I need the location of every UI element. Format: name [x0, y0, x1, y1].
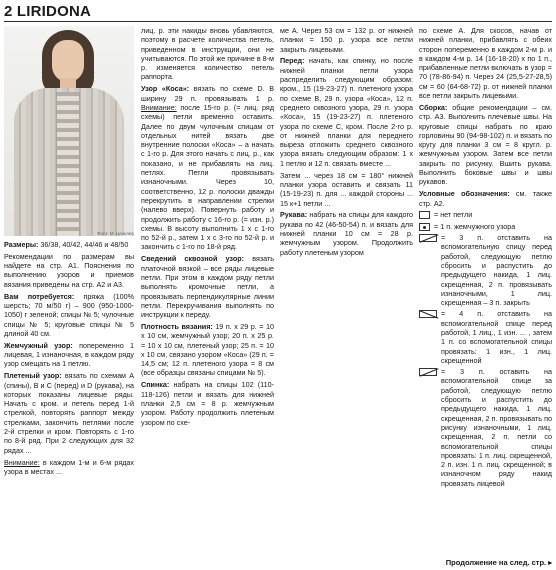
assembly-label: Сборка:	[419, 102, 448, 112]
continue-link[interactable]: Продолжение на след. стр. ▸	[445, 557, 552, 567]
pattern1-label: Жемчужный узор:	[4, 340, 73, 350]
legend-item	[419, 222, 552, 231]
legend-title: Условные обозначения:	[419, 189, 510, 199]
sizes-value: 36/38, 40/42, 44/46 и 48/50	[40, 240, 129, 249]
legend-text: = нет петли	[434, 210, 473, 220]
front-label: Перед:	[280, 56, 305, 66]
kosa-label: Узор «Коса»:	[141, 84, 190, 94]
back-paragraph	[141, 380, 274, 426]
materials-text: пряжа (100% шерсть; 70 м/50 г) – 900 (950-1000-1050) г зеленой; спицы № 5; чулочные спицы № 5; круговые спицы № 5 длиной 40 см.	[4, 291, 134, 338]
openwork-paragraph	[141, 254, 274, 319]
sleeve-paragraph	[280, 210, 413, 256]
pattern2-paragraph	[4, 371, 134, 455]
front-continued: Затем ... через 18 см = 180° нижней планки узора оставить и связать 11 (15-19-23) п. для ... каждой стороны ... 15 к+1 петли ...	[280, 170, 413, 208]
pattern1-paragraph	[4, 341, 134, 369]
legend-ref: см. также стр. А2.	[419, 189, 552, 208]
seed-stitch-symbol-icon	[419, 223, 430, 231]
cable-symbol-icon	[419, 368, 437, 376]
back-label: Спинка:	[141, 380, 170, 390]
photo-credit: Фото: М. Ценклер	[96, 231, 134, 236]
recommendation-paragraph: Рекомендации по размерам вы найдете на стр. А1. Пояснения по выполнению узоров и приемов вязания приведены на стр. А2 и А3.	[4, 251, 134, 289]
photo-cable-pattern	[56, 92, 80, 236]
sleeve-text: набрать на спицы для каждого рукава по 42 (46-50-54) п. и вязать для нижней планки 10 см = 28 р. жемчужным узором. Продолжить работу плетеным узором	[280, 210, 413, 257]
assembly-paragraph	[419, 103, 552, 187]
kosa-text-2: после 15-го р. (= лиц. ряд схемы) петли временно оставить. Далее по двум чулочным спицам от отдельных нитей вязать две внутренние полоски «Коса» – а начать с 1-го р. Для этого начать с лиц. р., как показано, и не прибавлять на лиц. петлях. Петли провязывать изнаночными. Через 10, соответственно, 12 р. полоски дважды перекрутить в направлении стрелки (налево вверх). Повернуть работу и продолжить работу с 16-го р. (= изн. р.) схемы. В высоту выполнить 1 х с 1-го по 52-й р., затем 1 х с 3-го по 52-й р. и закончить с 1-го по 18-й ряд.	[141, 102, 274, 252]
cross-left-symbol-icon	[419, 234, 437, 242]
col4-intro: по схеме А. Для скосов, начав от нижней планки, прибавлять с обеих сторон попеременно в каждом 2-м р. и в каждом 4-м р. 14 (16-18-20) х по 1 п., прибавленные петли включать в узор = 70 (78-86-94) п. Через 24 (25,5-27-28,5) см = 60 (64-68-72) р. от нижней планки все петли закрыть лицевыми.	[419, 26, 552, 101]
legend-item	[419, 309, 552, 365]
back-text: набрать на спицы 102 (110-118-126) петли и вязать для нижней планки 2,5 см = 8 р. жемчужным узором. Работу продолжить плетеным узором по схе-	[141, 380, 274, 427]
legend-item	[419, 210, 552, 219]
legend-heading	[419, 189, 552, 208]
density-text: 19 п. х 29 р. = 10 х 10 см, жемчужный узор; 20 п. х 25 р. = 10 х 10 см, плетеный узор; 25 п. = 10 х 10 см, связано узором «Коса» (29 п. = 14,5 см; 12 п. плетеного узора = 8 см (все образцы связаны спицами № 5).	[141, 321, 274, 378]
assembly-text: общие рекомендации – см. стр. А3. Выполнить плечевые швы. На круговые спицы набрать по краю горловины 90 (94-98-102) п. и вязать по кругу для планки 3 см = 8 кругл. р. жемчужным узором. Затем все петли закрыть по рисунку. Вшить рукава. Выполнить боковые швы и швы рукавов.	[419, 102, 552, 187]
column-1	[4, 240, 134, 566]
kosa-attention: Внимание:	[141, 102, 177, 112]
model-photo	[4, 26, 134, 236]
column-3	[280, 26, 413, 570]
openwork-label: Сведений сквозной узор:	[141, 254, 245, 264]
pattern1-text: попеременно 1 лицевая, 1 изнаночная, в каждом ряду узор смещать на 1 петлю.	[4, 340, 134, 369]
density-paragraph	[141, 322, 274, 378]
kosa-text: вязать по схеме D. В ширину 29 п. провязывать 1 р.	[141, 84, 274, 103]
legend-item	[419, 367, 552, 488]
front-text: начать, как спинку, но после нижней планки петли узора распределить следующим образом: кром., 15 (19-23-27) п. плетеного узора по схеме В, 29 п. узора «Коса», 12 п. среднего сквозного узора, 29 п. узора «Коса», 15 (19-23-27) п. плетеного узора по схеме С, кром. После 2-го р. от нижней планки для переднего выреза отложить среднего сквозного узора вязать следующим образом: 1 х 1 петлю и 12 п. связать вместе ...	[280, 56, 413, 168]
attention-text: в каждом 1-м и 6-м рядах узора в местах ...	[4, 457, 134, 476]
no-stitch-symbol-icon	[419, 211, 430, 219]
photo-face	[52, 40, 84, 82]
materials-label: Вам потребуется:	[4, 291, 75, 301]
column-4	[419, 26, 552, 570]
attention-label: Внимание:	[4, 457, 40, 467]
openwork-text: вязать платочной вязкой – все ряды лицевые петли. При этом в каждом ряду петли выполнять кромочные петли, а провязывать перпендикулярные линии петли. Перекручивания выполнять по инструкции к переду.	[141, 254, 274, 320]
col3-intro: ме А. Через 53 см = 132 р. от нижней планки = 150 р. узора все петли закрыть лицевыми.	[280, 26, 413, 54]
pattern2-label: Плетеный узор:	[4, 371, 62, 381]
sizes-paragraph	[4, 240, 134, 249]
page-header	[4, 2, 552, 22]
pattern-title: 2 LIRIDONA	[4, 3, 92, 20]
density-label: Плотность вязания:	[141, 321, 213, 331]
legend-item	[419, 233, 552, 307]
materials-paragraph	[4, 292, 134, 338]
attention-paragraph	[4, 458, 134, 477]
front-paragraph	[280, 56, 413, 168]
pattern2-text: вязать по схемам А (спины), В и С (перед) и D (рукава), на которых показаны лицевые ряды. Начать с кром. и петель перед 1-й стрелкой, повторять раппорт между стрелками, закончить петлями после 2-й стрелки и кром. Повторять с 1-го по 8-й ряд. При 2 следующих для 32 рядах ...	[4, 371, 134, 455]
col2-intro: лиц. р. эти накиды вновь убавляются, поэтому в расчете количества петель, приведенном в инструкции, они не учитываются. По этой же причине в 8-м р. изменяется количество петель раппорта.	[141, 26, 274, 82]
legend-text: = 3 п. отставить на вспомогательную спицу перед работой, следующую петлю сбросить и распустить до предыдущего накида, 1 лиц. скрещенная, 2 п. провязывать изнаночными, 1 лиц. скрещенная – 3 п. закрыть	[441, 233, 552, 308]
legend-text: = 3 п. оставить на вспомогательной спице за работой, следующую петлю сбросить и распустить до предыдущего накида, 1 лиц. скрещенная, 2 п. провязывать по рисунку изнаночными, 1 лиц. скрещенная, 2 п. петли со вспомогательной спицы провязать: 1 п. лиц. скрещенной, 2 п. изн. 1 п. лиц. скрещенной; в изнаночном ряду накид провязать лицевой	[441, 367, 552, 488]
cross-right-symbol-icon	[419, 310, 437, 318]
legend-text: = 1 п. жемчужного узора	[434, 221, 516, 231]
sleeve-label: Рукава:	[280, 210, 308, 220]
kosa-paragraph	[141, 84, 274, 251]
legend-text: = 4 п. отставить на вспомогательной спице перед работой, 1 лиц., 1 изн. ... , затем 1 п. со вспомогательной спицы провязать: 1 изн., 1 лиц. скрещенной	[441, 309, 552, 365]
column-2	[141, 26, 274, 570]
sizes-label: Размеры:	[4, 240, 39, 249]
